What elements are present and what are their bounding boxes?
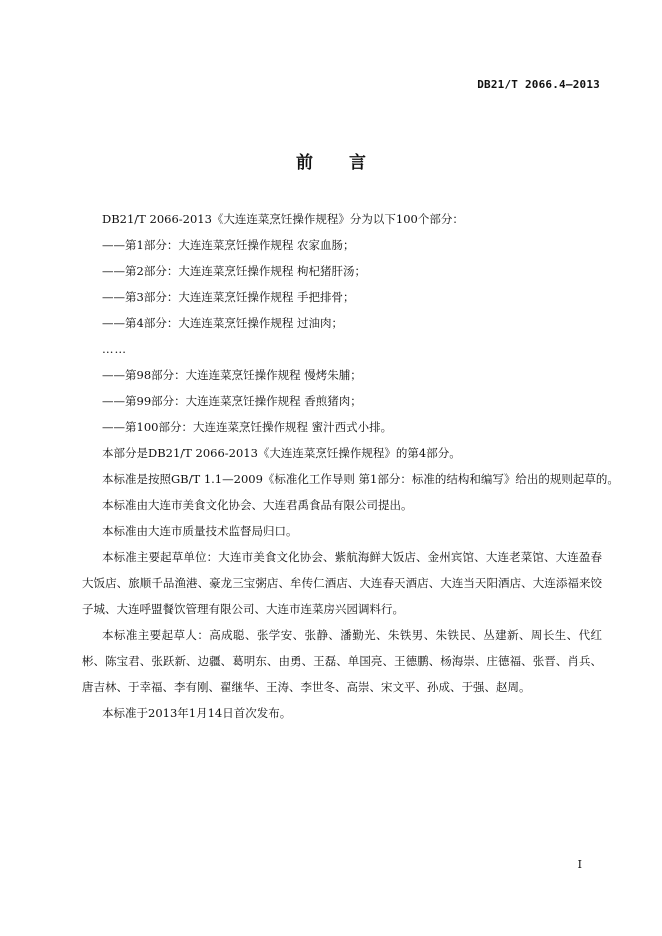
part-item: ——第2部分：大连连菜烹饪操作规程 枸杞猪肝汤； — [102, 264, 366, 278]
release-statement: 本标准于2013年1月14日首次发布。 — [102, 706, 292, 720]
page-title: 前言 — [296, 153, 402, 173]
drafters-paragraph: 本标准主要起草人：高成聪、张学安、张静、潘勤光、朱铁男、朱铁民、丛建新、周长生、代红彬、陈宝君、张跃新、边疆、葛明东、由勇、王磊、单国亮、王德鹏、杨海崇、庄德福、张晋、肖兵、唐吉林、于幸福、李有刚、翟继华、王涛、李世冬、高崇、宋文平、孙成、于强、赵周。 — [82, 628, 602, 694]
page-number: I — [577, 858, 582, 871]
this-part-statement: 本部分是DB21/T 2066-2013《大连连菜烹饪操作规程》的第4部分。 — [102, 446, 461, 460]
part-item: ——第99部分：大连连菜烹饪操作规程 香煎猪肉； — [102, 394, 362, 408]
drafting-rules-statement: 本标准是按照GB/T 1.1—2009《标准化工作导则 第1部分：标准的结构和编写》给出的规则起草的。 — [102, 472, 619, 486]
management-statement: 本标准由大连市质量技术监督局归口。 — [102, 524, 298, 538]
drafting-units-paragraph: 本标准主要起草单位：大连市美食文化协会、紫航海鲜大饭店、金州宾馆、大连老菜馆、大连盈春大饭店、旅顺千品渔港、豪龙三宝粥店、牟传仁酒店、大连春天酒店、大连当天阳酒店、大连添福来饺子城、大连呼盟餐饮管理有限公司、大连市连菜房兴园调料行。 — [82, 550, 602, 616]
part-item: ——第100部分：大连连菜烹饪操作规程 蜜汁西式小排。 — [102, 420, 393, 434]
part-item: ——第3部分：大连连菜烹饪操作规程 手把排骨； — [102, 290, 355, 304]
part-item: ——第98部分：大连连菜烹饪操作规程 慢烤朱脯； — [102, 368, 362, 382]
intro-line: DB21/T 2066-2013《大连连菜烹饪操作规程》分为以下100个部分： — [102, 212, 464, 226]
foreword-body — [82, 206, 619, 726]
proposer-statement: 本标准由大连市美食文化协会、大连君禹食品有限公司提出。 — [102, 498, 413, 512]
part-item: ——第4部分：大连连菜烹饪操作规程 过油肉； — [102, 316, 343, 330]
list-ellipsis: …… — [102, 342, 127, 356]
part-item: ——第1部分：大连连菜烹饪操作规程 农家血肠； — [102, 238, 355, 252]
document-code: DB21/T 2066.4—2013 — [477, 78, 600, 91]
